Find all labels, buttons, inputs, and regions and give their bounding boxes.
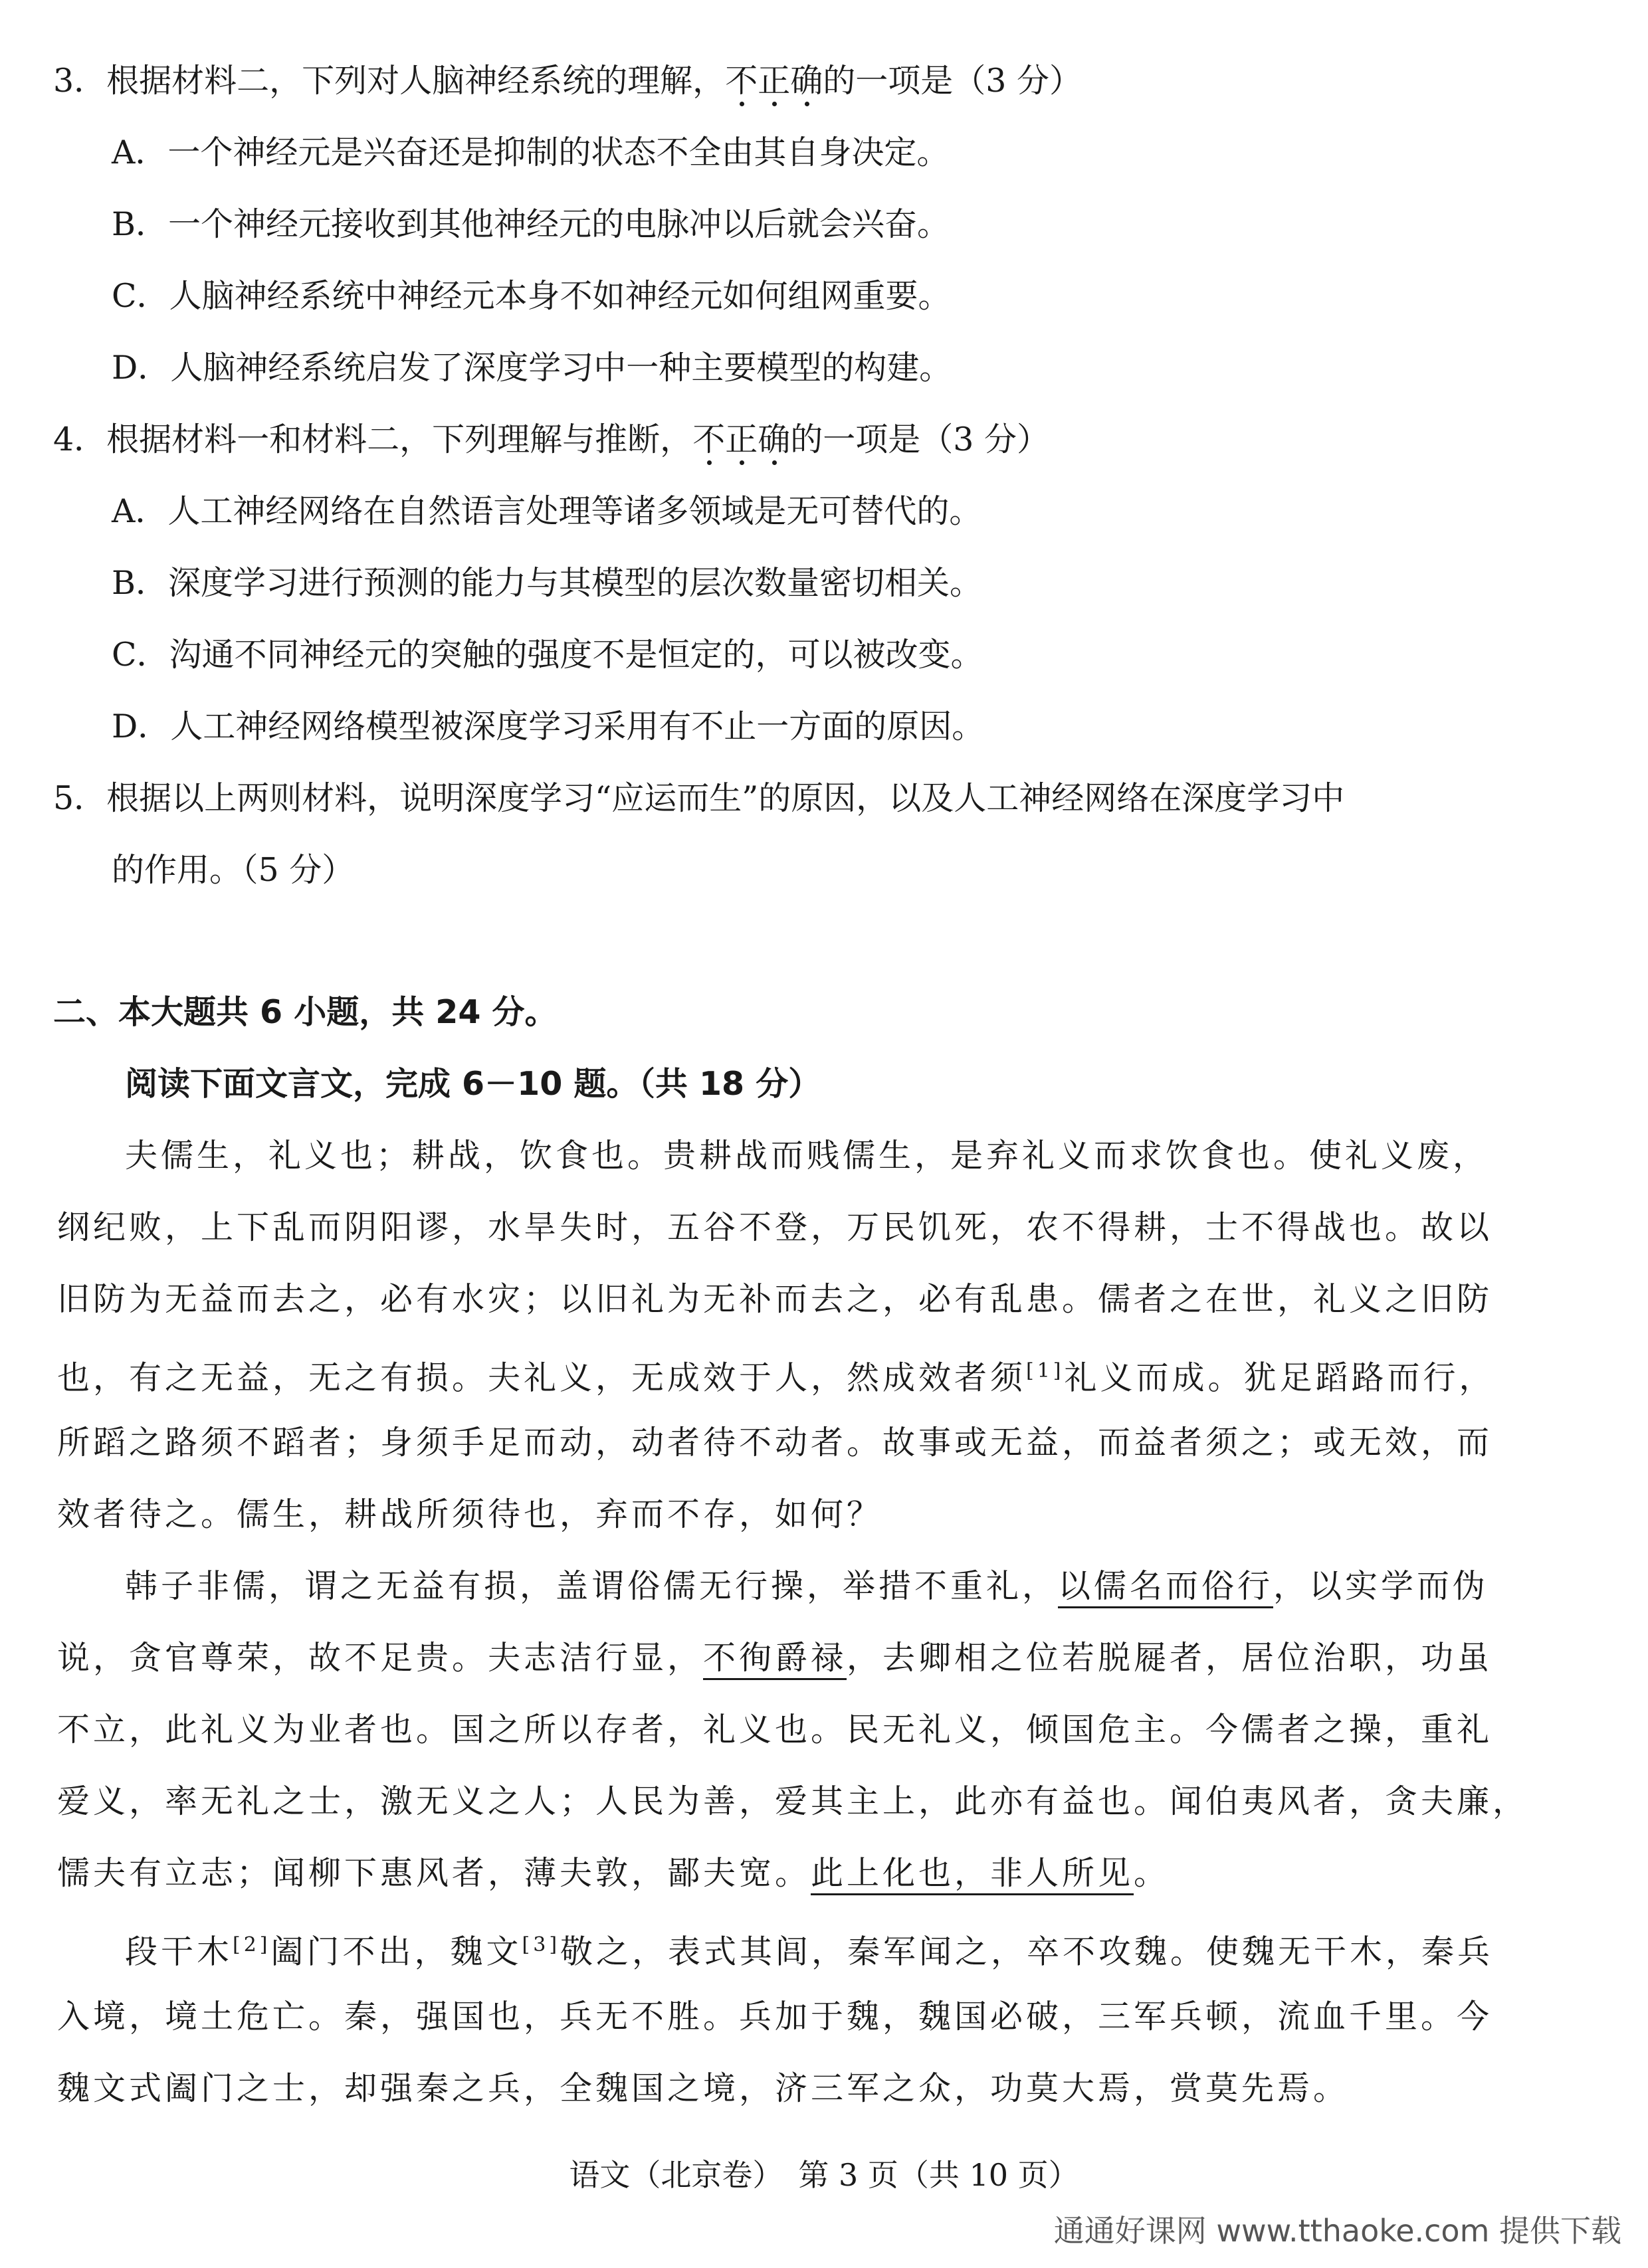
passage-text: 懦夫有立志；闻柳下惠风者，薄夫敦，鄙夫宽。	[57, 1854, 811, 1892]
q5-stem-line2: 的作用。（5 分）	[112, 851, 355, 889]
q4-option-d: D．人工神经网络模型被深度学习采用有不止一方面的原因。	[112, 708, 985, 745]
passage-line	[57, 1853, 1170, 1893]
q3-option-a: A．一个神经元是兴奋还是抑制的状态不全由其自身决定。	[112, 134, 950, 171]
q4-stem-text: 4．根据材料一和材料二，下列理解与推断，	[53, 421, 693, 458]
passage-text: 礼义而成。犹足蹈路而行，	[1064, 1359, 1495, 1397]
emphasis-char: 不	[725, 62, 758, 100]
passage-line: 所蹈之路须不蹈者；身须手足而动，动者待不动者。故事或无益，而益者须之；或无效，而	[57, 1424, 1493, 1462]
passage-text: 敬之，表式其闾，秦军闻之，卒不攻魏。使魏无干木，秦兵	[560, 1933, 1494, 1971]
q3-option-d: D．人脑神经系统启发了深度学习中一种主要模型的构建。	[112, 349, 952, 387]
passage-text: 说，贪官尊荣，故不足贵。夫志洁行显，	[57, 1639, 704, 1677]
q4-score: 的一项是（3 分）	[790, 421, 1049, 458]
section-title: 二、本大题共 6 小题，共 24 分。	[53, 993, 558, 1031]
q4-option-a: A．人工神经网络在自然语言处理等诸多领域是无可替代的。	[112, 492, 982, 530]
q3-option-b: B．一个神经元接收到其他神经元的电脉冲以后就会兴奋。	[112, 205, 950, 243]
emphasis-char: 正	[725, 421, 758, 458]
passage-line: 不立，此礼义为业者也。国之所以存者，礼义也。民无礼义，倾国危主。今儒者之操，重礼	[57, 1711, 1493, 1748]
passage-text: 也，有之无益，无之有损。夫礼义，无成效于人，然成效者须	[57, 1359, 1027, 1397]
passage-text: 韩子非儒，谓之无益有损，盖谓俗儒无行操，举措不重礼，	[125, 1567, 1059, 1605]
section-instruction: 阅读下面文言文，完成 6－10 题。（共 18 分）	[125, 1065, 821, 1103]
passage-text: 。	[1134, 1854, 1170, 1892]
q4-option-b: B．深度学习进行预测的能力与其模型的层次数量密切相关。	[112, 564, 983, 602]
underlined-phrase: 以儒名而俗行	[1058, 1567, 1273, 1608]
emphasis-char: 确	[790, 62, 823, 100]
q3-stem	[53, 61, 1082, 101]
emphasis-char: 正	[758, 62, 791, 100]
q4-stem	[53, 420, 1049, 460]
passage-line: 旧防为无益而去之，必有水灾；以旧礼为无补而去之，必有乱患。儒者之在世，礼义之旧防	[57, 1280, 1493, 1318]
passage-line	[125, 1925, 1493, 1972]
passage-line: 效者待之。儒生，耕战所须待也，弃而不存，如何？	[57, 1495, 883, 1533]
passage-line: 爱义，率无礼之士，激无义之人；人民为善，爱其主上，此亦有益也。闻伯夷风者，贪夫廉，	[57, 1782, 1529, 1820]
passage-line: 魏文式阖门之士，却强秦之兵，全魏国之境，济三军之众，功莫大焉，赏莫先焉。	[57, 2069, 1350, 2107]
q3-stem-text: 3．根据材料二，下列对人脑神经系统的理解，	[53, 62, 726, 100]
watermark: 通通好课网 www.tthaoke.com 提供下载	[1053, 2213, 1621, 2249]
passage-text: ，去卿相之位若脱屣者，居位治职，功虽	[847, 1639, 1493, 1677]
passage-text: 阖门不出，魏文	[270, 1933, 522, 1971]
q3-option-c: C．人脑神经系统中神经元本身不如神经元如何组网重要。	[112, 277, 951, 315]
underlined-phrase: 不徇爵禄	[703, 1639, 847, 1680]
footnote-marker: [1]	[1026, 1359, 1065, 1382]
page-footer: 语文（北京卷） 第 3 页（共 10 页）	[569, 2157, 1079, 2193]
underlined-phrase: 此上化也，非人所见	[811, 1854, 1134, 1895]
passage-line	[57, 1638, 1493, 1678]
footnote-marker: [2]	[233, 1933, 271, 1956]
emphasis-char: 不	[692, 421, 726, 458]
passage-line	[125, 1566, 1489, 1606]
passage-text: 段干木	[125, 1933, 233, 1971]
passage-line	[57, 1351, 1495, 1398]
passage-text: ，以实学而伪	[1273, 1567, 1489, 1605]
q5-stem-line1: 5．根据以上两则材料，说明深度学习“应运而生”的原因，以及人工神经网络在深度学习中	[53, 779, 1345, 817]
q4-option-c: C．沟通不同神经元的突触的强度不是恒定的，可以被改变。	[112, 636, 983, 674]
passage-line: 纲纪败，上下乱而阴阳谬，水旱失时，五谷不登，万民饥死，农不得耕，士不得战也。故以	[57, 1208, 1493, 1246]
footnote-marker: [3]	[522, 1933, 561, 1956]
q3-score: 的一项是（3 分）	[823, 62, 1082, 100]
passage-line: 夫儒生，礼义也；耕战，饮食也。贵耕战而贱儒生，是弃礼义而求饮食也。使礼义废，	[125, 1137, 1489, 1175]
emphasis-char: 确	[758, 421, 791, 458]
passage-line: 入境，境土危亡。秦，强国也，兵无不胜。兵加于魏，魏国必破，三军兵顿，流血千里。今	[57, 1998, 1493, 2035]
